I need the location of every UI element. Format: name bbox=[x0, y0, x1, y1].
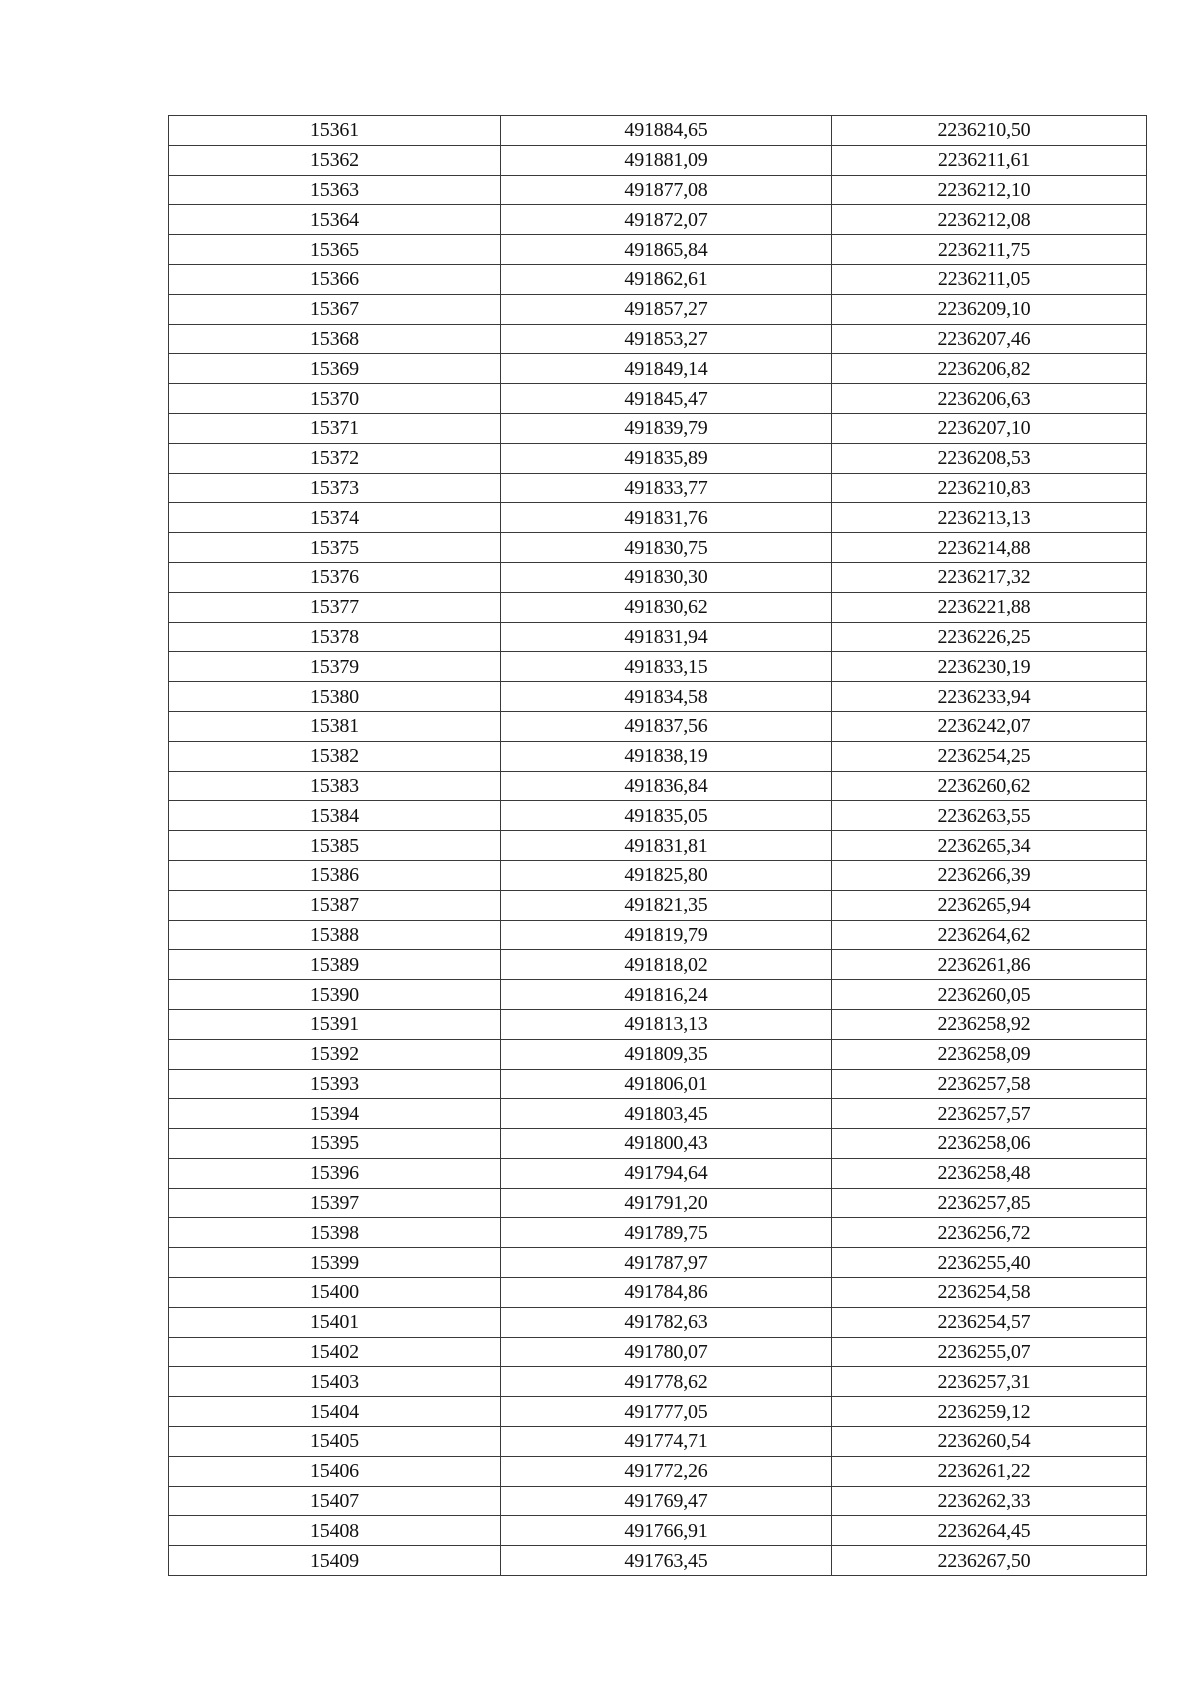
x-coordinate-cell: 491857,27 bbox=[501, 294, 832, 324]
x-coordinate-cell: 491784,86 bbox=[501, 1278, 832, 1308]
table-row bbox=[169, 1337, 1147, 1367]
table-row bbox=[169, 801, 1147, 831]
y-coordinate-cell: 2236258,48 bbox=[832, 1158, 1147, 1188]
y-coordinate-cell: 2236212,10 bbox=[832, 175, 1147, 205]
y-coordinate-cell: 2236255,40 bbox=[832, 1248, 1147, 1278]
table-row bbox=[169, 1456, 1147, 1486]
table-row bbox=[169, 533, 1147, 563]
point-number-cell: 15369 bbox=[169, 354, 501, 384]
y-coordinate-cell: 2236257,58 bbox=[832, 1069, 1147, 1099]
y-coordinate-cell: 2236208,53 bbox=[832, 443, 1147, 473]
point-number-cell: 15399 bbox=[169, 1248, 501, 1278]
x-coordinate-cell: 491831,81 bbox=[501, 831, 832, 861]
y-coordinate-cell: 2236217,32 bbox=[832, 562, 1147, 592]
table-row bbox=[169, 324, 1147, 354]
y-coordinate-cell: 2236254,25 bbox=[832, 741, 1147, 771]
table-row bbox=[169, 1427, 1147, 1457]
x-coordinate-cell: 491865,84 bbox=[501, 235, 832, 265]
y-coordinate-cell: 2236260,62 bbox=[832, 771, 1147, 801]
y-coordinate-cell: 2236242,07 bbox=[832, 711, 1147, 741]
x-coordinate-cell: 491833,77 bbox=[501, 473, 832, 503]
x-coordinate-cell: 491881,09 bbox=[501, 145, 832, 175]
point-number-cell: 15381 bbox=[169, 711, 501, 741]
table-row bbox=[169, 682, 1147, 712]
point-number-cell: 15405 bbox=[169, 1427, 501, 1457]
table-row bbox=[169, 890, 1147, 920]
y-coordinate-cell: 2236211,05 bbox=[832, 264, 1147, 294]
point-number-cell: 15385 bbox=[169, 831, 501, 861]
table-row bbox=[169, 473, 1147, 503]
y-coordinate-cell: 2236259,12 bbox=[832, 1397, 1147, 1427]
table-row bbox=[169, 1039, 1147, 1069]
point-number-cell: 15401 bbox=[169, 1307, 501, 1337]
point-number-cell: 15403 bbox=[169, 1367, 501, 1397]
x-coordinate-cell: 491763,45 bbox=[501, 1546, 832, 1576]
x-coordinate-cell: 491834,58 bbox=[501, 682, 832, 712]
y-coordinate-cell: 2236254,58 bbox=[832, 1278, 1147, 1308]
x-coordinate-cell: 491791,20 bbox=[501, 1188, 832, 1218]
table-row bbox=[169, 1367, 1147, 1397]
table-row bbox=[169, 741, 1147, 771]
table-row bbox=[169, 1009, 1147, 1039]
x-coordinate-cell: 491794,64 bbox=[501, 1158, 832, 1188]
table-row bbox=[169, 1397, 1147, 1427]
table-row bbox=[169, 1248, 1147, 1278]
x-coordinate-cell: 491877,08 bbox=[501, 175, 832, 205]
point-number-cell: 15367 bbox=[169, 294, 501, 324]
y-coordinate-cell: 2236221,88 bbox=[832, 592, 1147, 622]
x-coordinate-cell: 491845,47 bbox=[501, 384, 832, 414]
x-coordinate-cell: 491818,02 bbox=[501, 950, 832, 980]
y-coordinate-cell: 2236264,45 bbox=[832, 1516, 1147, 1546]
point-number-cell: 15363 bbox=[169, 175, 501, 205]
table-row bbox=[169, 711, 1147, 741]
x-coordinate-cell: 491835,05 bbox=[501, 801, 832, 831]
table-row bbox=[169, 1546, 1147, 1576]
point-number-cell: 15389 bbox=[169, 950, 501, 980]
point-number-cell: 15361 bbox=[169, 116, 501, 146]
table-row bbox=[169, 1218, 1147, 1248]
y-coordinate-cell: 2236262,33 bbox=[832, 1486, 1147, 1516]
point-number-cell: 15409 bbox=[169, 1546, 501, 1576]
point-number-cell: 15380 bbox=[169, 682, 501, 712]
x-coordinate-cell: 491825,80 bbox=[501, 860, 832, 890]
x-coordinate-cell: 491819,79 bbox=[501, 920, 832, 950]
y-coordinate-cell: 2236212,08 bbox=[832, 205, 1147, 235]
x-coordinate-cell: 491835,89 bbox=[501, 443, 832, 473]
y-coordinate-cell: 2236261,22 bbox=[832, 1456, 1147, 1486]
y-coordinate-cell: 2236266,39 bbox=[832, 860, 1147, 890]
table-row bbox=[169, 950, 1147, 980]
x-coordinate-cell: 491774,71 bbox=[501, 1427, 832, 1457]
x-coordinate-cell: 491831,94 bbox=[501, 622, 832, 652]
y-coordinate-cell: 2236257,31 bbox=[832, 1367, 1147, 1397]
point-number-cell: 15406 bbox=[169, 1456, 501, 1486]
x-coordinate-cell: 491853,27 bbox=[501, 324, 832, 354]
point-number-cell: 15379 bbox=[169, 652, 501, 682]
table-row bbox=[169, 562, 1147, 592]
y-coordinate-cell: 2236264,62 bbox=[832, 920, 1147, 950]
x-coordinate-cell: 491884,65 bbox=[501, 116, 832, 146]
table-row bbox=[169, 384, 1147, 414]
point-number-cell: 15382 bbox=[169, 741, 501, 771]
y-coordinate-cell: 2236210,83 bbox=[832, 473, 1147, 503]
point-number-cell: 15378 bbox=[169, 622, 501, 652]
point-number-cell: 15396 bbox=[169, 1158, 501, 1188]
table-row bbox=[169, 443, 1147, 473]
table-row bbox=[169, 1486, 1147, 1516]
point-number-cell: 15384 bbox=[169, 801, 501, 831]
y-coordinate-cell: 2236258,06 bbox=[832, 1129, 1147, 1159]
x-coordinate-cell: 491836,84 bbox=[501, 771, 832, 801]
point-number-cell: 15407 bbox=[169, 1486, 501, 1516]
table-row bbox=[169, 1307, 1147, 1337]
y-coordinate-cell: 2236258,92 bbox=[832, 1009, 1147, 1039]
y-coordinate-cell: 2236258,09 bbox=[832, 1039, 1147, 1069]
y-coordinate-cell: 2236214,88 bbox=[832, 533, 1147, 563]
point-number-cell: 15365 bbox=[169, 235, 501, 265]
table-row bbox=[169, 622, 1147, 652]
x-coordinate-cell: 491789,75 bbox=[501, 1218, 832, 1248]
y-coordinate-cell: 2236206,82 bbox=[832, 354, 1147, 384]
point-number-cell: 15391 bbox=[169, 1009, 501, 1039]
y-coordinate-cell: 2236257,85 bbox=[832, 1188, 1147, 1218]
x-coordinate-cell: 491813,13 bbox=[501, 1009, 832, 1039]
x-coordinate-cell: 491806,01 bbox=[501, 1069, 832, 1099]
y-coordinate-cell: 2236209,10 bbox=[832, 294, 1147, 324]
point-number-cell: 15390 bbox=[169, 980, 501, 1010]
y-coordinate-cell: 2236206,63 bbox=[832, 384, 1147, 414]
point-number-cell: 15376 bbox=[169, 562, 501, 592]
y-coordinate-cell: 2236233,94 bbox=[832, 682, 1147, 712]
y-coordinate-cell: 2236211,75 bbox=[832, 235, 1147, 265]
x-coordinate-cell: 491782,63 bbox=[501, 1307, 832, 1337]
y-coordinate-cell: 2236211,61 bbox=[832, 145, 1147, 175]
point-number-cell: 15371 bbox=[169, 413, 501, 443]
x-coordinate-cell: 491772,26 bbox=[501, 1456, 832, 1486]
point-number-cell: 15397 bbox=[169, 1188, 501, 1218]
x-coordinate-cell: 491872,07 bbox=[501, 205, 832, 235]
y-coordinate-cell: 2236210,50 bbox=[832, 116, 1147, 146]
table-row bbox=[169, 175, 1147, 205]
point-number-cell: 15388 bbox=[169, 920, 501, 950]
x-coordinate-cell: 491831,76 bbox=[501, 503, 832, 533]
y-coordinate-cell: 2236260,54 bbox=[832, 1427, 1147, 1457]
table-row bbox=[169, 1516, 1147, 1546]
point-number-cell: 15398 bbox=[169, 1218, 501, 1248]
table-row bbox=[169, 503, 1147, 533]
x-coordinate-cell: 491830,75 bbox=[501, 533, 832, 563]
x-coordinate-cell: 491780,07 bbox=[501, 1337, 832, 1367]
point-number-cell: 15408 bbox=[169, 1516, 501, 1546]
y-coordinate-cell: 2236265,34 bbox=[832, 831, 1147, 861]
point-number-cell: 15400 bbox=[169, 1278, 501, 1308]
table-row bbox=[169, 592, 1147, 622]
table-row bbox=[169, 354, 1147, 384]
x-coordinate-cell: 491787,97 bbox=[501, 1248, 832, 1278]
point-number-cell: 15402 bbox=[169, 1337, 501, 1367]
y-coordinate-cell: 2236261,86 bbox=[832, 950, 1147, 980]
y-coordinate-cell: 2236260,05 bbox=[832, 980, 1147, 1010]
y-coordinate-cell: 2236207,46 bbox=[832, 324, 1147, 354]
point-number-cell: 15393 bbox=[169, 1069, 501, 1099]
y-coordinate-cell: 2236255,07 bbox=[832, 1337, 1147, 1367]
table-row bbox=[169, 920, 1147, 950]
point-number-cell: 15362 bbox=[169, 145, 501, 175]
table-row bbox=[169, 652, 1147, 682]
x-coordinate-cell: 491800,43 bbox=[501, 1129, 832, 1159]
point-number-cell: 15386 bbox=[169, 860, 501, 890]
table-row bbox=[169, 771, 1147, 801]
y-coordinate-cell: 2236256,72 bbox=[832, 1218, 1147, 1248]
coordinates-table-body bbox=[169, 116, 1147, 1576]
x-coordinate-cell: 491849,14 bbox=[501, 354, 832, 384]
point-number-cell: 15387 bbox=[169, 890, 501, 920]
table-row bbox=[169, 1278, 1147, 1308]
table-row bbox=[169, 145, 1147, 175]
point-number-cell: 15377 bbox=[169, 592, 501, 622]
y-coordinate-cell: 2236265,94 bbox=[832, 890, 1147, 920]
table-row bbox=[169, 1069, 1147, 1099]
table-row bbox=[169, 860, 1147, 890]
point-number-cell: 15404 bbox=[169, 1397, 501, 1427]
table-row bbox=[169, 116, 1147, 146]
y-coordinate-cell: 2236257,57 bbox=[832, 1099, 1147, 1129]
point-number-cell: 15395 bbox=[169, 1129, 501, 1159]
table-row bbox=[169, 205, 1147, 235]
table-row bbox=[169, 980, 1147, 1010]
y-coordinate-cell: 2236226,25 bbox=[832, 622, 1147, 652]
point-number-cell: 15370 bbox=[169, 384, 501, 414]
table-row bbox=[169, 235, 1147, 265]
table-row bbox=[169, 1188, 1147, 1218]
x-coordinate-cell: 491766,91 bbox=[501, 1516, 832, 1546]
point-number-cell: 15373 bbox=[169, 473, 501, 503]
y-coordinate-cell: 2236213,13 bbox=[832, 503, 1147, 533]
table-row bbox=[169, 413, 1147, 443]
point-number-cell: 15374 bbox=[169, 503, 501, 533]
x-coordinate-cell: 491778,62 bbox=[501, 1367, 832, 1397]
point-number-cell: 15394 bbox=[169, 1099, 501, 1129]
y-coordinate-cell: 2236254,57 bbox=[832, 1307, 1147, 1337]
x-coordinate-cell: 491803,45 bbox=[501, 1099, 832, 1129]
x-coordinate-cell: 491833,15 bbox=[501, 652, 832, 682]
x-coordinate-cell: 491862,61 bbox=[501, 264, 832, 294]
point-number-cell: 15366 bbox=[169, 264, 501, 294]
table-row bbox=[169, 1099, 1147, 1129]
y-coordinate-cell: 2236230,19 bbox=[832, 652, 1147, 682]
x-coordinate-cell: 491830,30 bbox=[501, 562, 832, 592]
table-row bbox=[169, 1129, 1147, 1159]
x-coordinate-cell: 491777,05 bbox=[501, 1397, 832, 1427]
x-coordinate-cell: 491809,35 bbox=[501, 1039, 832, 1069]
point-number-cell: 15375 bbox=[169, 533, 501, 563]
x-coordinate-cell: 491816,24 bbox=[501, 980, 832, 1010]
y-coordinate-cell: 2236267,50 bbox=[832, 1546, 1147, 1576]
y-coordinate-cell: 2236207,10 bbox=[832, 413, 1147, 443]
coordinates-table bbox=[168, 115, 1147, 1576]
point-number-cell: 15392 bbox=[169, 1039, 501, 1069]
point-number-cell: 15383 bbox=[169, 771, 501, 801]
table-row bbox=[169, 294, 1147, 324]
x-coordinate-cell: 491837,56 bbox=[501, 711, 832, 741]
table-row bbox=[169, 1158, 1147, 1188]
table-row bbox=[169, 264, 1147, 294]
point-number-cell: 15368 bbox=[169, 324, 501, 354]
x-coordinate-cell: 491830,62 bbox=[501, 592, 832, 622]
point-number-cell: 15372 bbox=[169, 443, 501, 473]
x-coordinate-cell: 491821,35 bbox=[501, 890, 832, 920]
table-row bbox=[169, 831, 1147, 861]
x-coordinate-cell: 491838,19 bbox=[501, 741, 832, 771]
y-coordinate-cell: 2236263,55 bbox=[832, 801, 1147, 831]
x-coordinate-cell: 491769,47 bbox=[501, 1486, 832, 1516]
x-coordinate-cell: 491839,79 bbox=[501, 413, 832, 443]
point-number-cell: 15364 bbox=[169, 205, 501, 235]
